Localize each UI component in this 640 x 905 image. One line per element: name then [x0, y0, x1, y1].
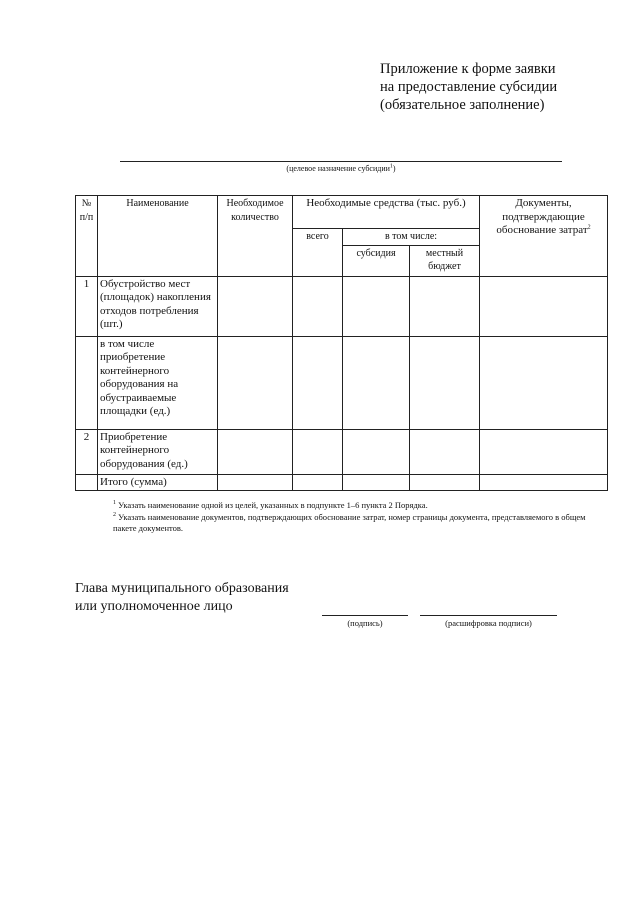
cell-docs[interactable] [480, 336, 608, 429]
table-row [76, 336, 608, 429]
cell-qty[interactable] [218, 429, 293, 474]
cell-subsidy[interactable] [343, 336, 410, 429]
header-name: Наименование [98, 196, 218, 277]
row-name: Обустройство мест (площадок) накопления отходов потребления (шт.) [98, 276, 218, 336]
row-num: 2 [76, 429, 98, 474]
funds-table [75, 195, 608, 491]
cell-total[interactable] [293, 429, 343, 474]
cell-local[interactable] [410, 429, 480, 474]
cell-qty[interactable] [218, 276, 293, 336]
signatory-line-2: или уполномоченное лицо [75, 599, 233, 614]
row-name-total: Итого (сумма) [98, 474, 218, 491]
table-row [76, 429, 608, 474]
table-row [76, 474, 608, 491]
header-local: местный бюджет [410, 245, 480, 276]
cell-qty[interactable] [218, 336, 293, 429]
purpose-fill-line [120, 161, 562, 162]
appendix-line-1: Приложение к форме заявки [380, 61, 556, 77]
signature-caption: (подпись) [347, 618, 383, 628]
cell-local[interactable] [410, 336, 480, 429]
cell-local[interactable] [410, 276, 480, 336]
row-name: в том числе приобретение контейнерного оборудования на обустраиваемые площадки (ед.) [98, 336, 218, 429]
cell-subsidy[interactable] [343, 474, 410, 491]
cell-qty[interactable] [218, 474, 293, 491]
row-num [76, 336, 98, 429]
header-docs: Документы, подтверждающие обоснование затрат$^2$ [480, 196, 608, 277]
row-num [76, 474, 98, 491]
appendix-line-2: на предоставление субсидии [380, 79, 558, 95]
header-qty: Необходимое количество [218, 196, 293, 277]
cell-docs[interactable] [480, 276, 608, 336]
header-funds: Необходимые средства (тыс. руб.) [293, 196, 480, 229]
cell-total[interactable] [293, 336, 343, 429]
table-header-row [76, 196, 608, 229]
cell-subsidy[interactable] [343, 276, 410, 336]
footnotes [75, 500, 610, 535]
cell-total[interactable] [293, 276, 343, 336]
signature-line[interactable] [322, 615, 408, 616]
footnote-2: $^2$ Указать наименование документов, подтверждающих обоснование затрат, номер страницы документа, представляемого в общем пакете документов. [113, 511, 586, 533]
row-name: Приобретение контейнерного оборудования (ед.) [98, 429, 218, 474]
cell-subsidy[interactable] [343, 429, 410, 474]
appendix-header [380, 60, 557, 114]
header-subsidy: субсидия [343, 245, 410, 276]
signatory-line-1: Глава муниципального образования [75, 581, 289, 596]
cell-total[interactable] [293, 474, 343, 491]
cell-local[interactable] [410, 474, 480, 491]
signatory-title [75, 580, 289, 616]
purpose-caption: (целевое назначение субсидии$^1$) [286, 163, 396, 173]
appendix-line-3: (обязательное заполнение) [380, 97, 545, 113]
signature-decode-line[interactable] [420, 615, 557, 616]
row-num: 1 [76, 276, 98, 336]
table-row [76, 276, 608, 336]
cell-docs[interactable] [480, 474, 608, 491]
cell-docs[interactable] [480, 429, 608, 474]
footnote-1: $^1$ Указать наименование одной из целей, указанных в подпункте 1–6 пункта 2 Порядка. [113, 500, 428, 510]
header-total: всего [293, 229, 343, 277]
signature-decode-caption: (расшифровка подписи) [445, 618, 532, 628]
header-incl: в том числе: [343, 229, 480, 246]
header-num: № п/п [76, 196, 98, 277]
